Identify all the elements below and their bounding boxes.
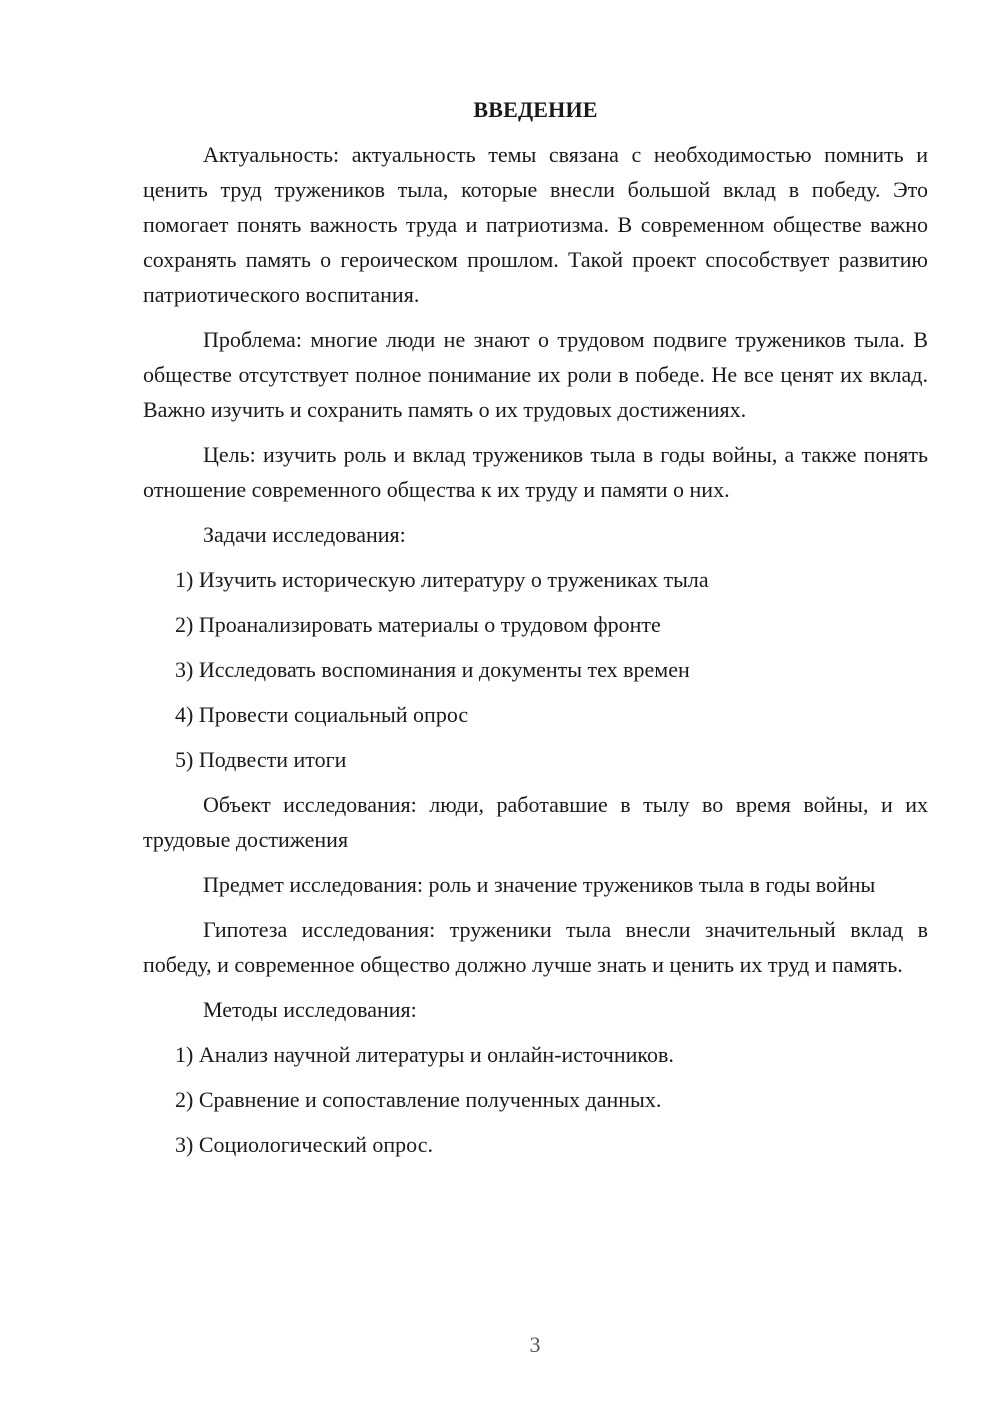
document-page xyxy=(143,92,928,1172)
hypothesis-paragraph: Гипотеза исследования: труженики тыла внесли значительный вклад в победу, и современное общество должно лучше знать и ценить их труд и память. xyxy=(143,917,928,977)
list-item: 2) Проанализировать материалы о трудовом фронте xyxy=(175,612,661,637)
list-item: 4) Провести социальный опрос xyxy=(175,702,469,727)
list-item: 3) Социологический опрос. xyxy=(175,1132,433,1157)
list-item: 3) Исследовать воспоминания и документы тех времен xyxy=(175,657,690,682)
goal-paragraph: Цель: изучить роль и вклад тружеников тыла в годы войны, а также понять отношение современного общества к их труду и памяти о них. xyxy=(143,442,928,502)
tasks-list xyxy=(143,562,928,777)
subject-paragraph: Предмет исследования: роль и значение тружеников тыла в годы войны xyxy=(203,872,876,897)
problem-paragraph: Проблема: многие люди не знают о трудовом подвиге тружеников тыла. В обществе отсутствует полное понимание их роли в победе. Не все ценят их вклад. Важно изучить и сохранить память о их трудовых достижениях. xyxy=(143,327,928,422)
relevance-paragraph: Актуальность: актуальность темы связана с необходимостью помнить и ценить труд тружеников тыла, которые внесли большой вклад в победу. Это помогает понять важность труда и патриотизма. В современном обществе важно сохранять память о героическом прошлом. Такой проект способствует развитию патриотического воспитания. xyxy=(143,142,928,307)
page-number: 3 xyxy=(529,1332,541,1357)
list-item: 1) Анализ научной литературы и онлайн-источников. xyxy=(175,1042,674,1067)
tasks-title: Задачи исследования: xyxy=(203,522,406,547)
list-item: 1) Изучить историческую литературу о тружениках тыла xyxy=(175,567,709,592)
methods-list xyxy=(143,1037,928,1162)
section-heading: ВВЕДЕНИЕ xyxy=(473,97,598,122)
methods-title: Методы исследования: xyxy=(203,997,417,1022)
list-item: 2) Сравнение и сопоставление полученных данных. xyxy=(175,1087,662,1112)
object-paragraph: Объект исследования: люди, работавшие в тылу во время войны, и их трудовые достижения xyxy=(143,792,928,852)
list-item: 5) Подвести итоги xyxy=(175,747,347,772)
